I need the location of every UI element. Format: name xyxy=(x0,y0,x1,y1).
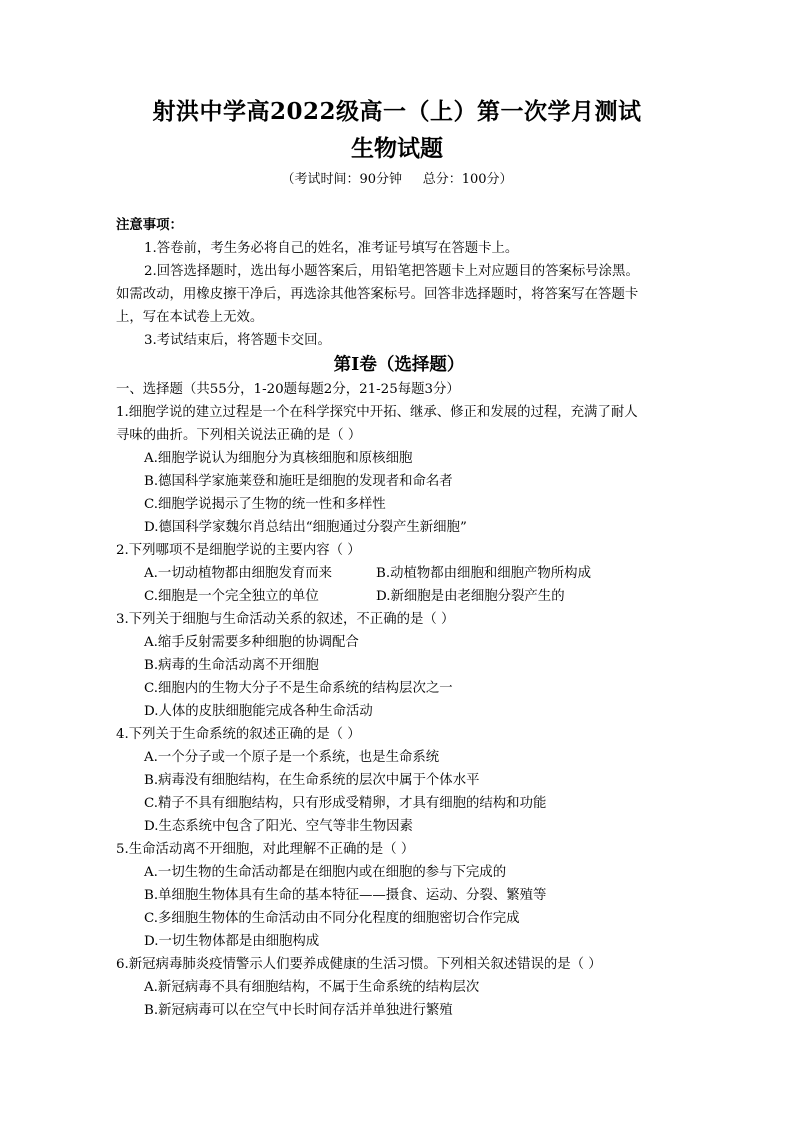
option-d: D.一切生物体都是由细胞构成 xyxy=(144,934,320,949)
option-a: A.缩手反射需要多种细胞的协调配合 xyxy=(144,635,359,650)
notice-item-2-line-3: 上，写在本试卷上无效。 xyxy=(116,310,264,325)
option-b: B.单细胞生物体具有生命的基本特征——摄食、运动、分裂、繁殖等 xyxy=(144,888,547,903)
question-1 xyxy=(116,401,682,539)
option-d: D.人体的皮肤细胞能完成各种生命活动 xyxy=(144,704,373,719)
option-c: C.细胞学说揭示了生物的统一性和多样性 xyxy=(144,497,386,512)
section-title: 第Ⅰ卷（选择题） xyxy=(333,355,465,375)
option-d: D.德国科学家魏尔肖总结出“细胞通过分裂产生新细胞” xyxy=(144,520,467,535)
notice-item-2-line-2: 如需改动，用橡皮擦干净后，再选涂其他答案标号。回答非选择题时，将答案写在答题卡 xyxy=(116,287,639,302)
notice-heading: 注意事项： xyxy=(116,217,183,233)
question-stem: 2.下列哪项不是细胞学说的主要内容（ ） xyxy=(116,543,361,558)
notice-item-1: 1.答卷前，考生务必将自己的姓名，准考证号填写在答题卡上。 xyxy=(144,241,519,256)
option-a: A.细胞学说认为细胞分为真核细胞和原核细胞 xyxy=(144,451,413,466)
question-stem: 3.下列关于细胞与生命活动关系的叙述，不正确的是（ ） xyxy=(116,612,455,627)
notice-item-3: 3.考试结束后，将答题卡交回。 xyxy=(144,333,331,348)
option-d: D.新细胞是由老细胞分裂产生的 xyxy=(376,589,565,604)
option-c: C.细胞是一个完全独立的单位 xyxy=(144,589,319,604)
option-c: C.精子不具有细胞结构，只有形成受精卵，才具有细胞的结构和功能 xyxy=(144,796,547,811)
exam-info: （考试时间：90分钟 总分：100分） xyxy=(281,172,513,187)
question-6 xyxy=(116,953,682,1022)
question-4 xyxy=(116,723,682,838)
option-row xyxy=(116,562,682,585)
option-row xyxy=(116,585,682,608)
question-stem: 5.生命活动离不开细胞，对此理解不正确的是（ ） xyxy=(116,842,415,857)
option-b: B.德国科学家施莱登和施旺是细胞的发现者和命名者 xyxy=(144,474,453,489)
exam-subtitle: 生物试题 xyxy=(351,135,443,162)
option-c: C.多细胞生物体的生命活动由不同分化程度的细胞密切合作完成 xyxy=(144,911,520,926)
option-d: D.生态系统中包含了阳光、空气等非生物因素 xyxy=(144,819,413,834)
question-stem: 6.新冠病毒肺炎疫情警示人们要养成健康的生活习惯。下列相关叙述错误的是（ ） xyxy=(116,957,602,972)
question-stem: 寻味的曲折。下列相关说法正确的是（ ） xyxy=(116,428,362,443)
option-b: B.病毒没有细胞结构，在生命系统的层次中属于个体水平 xyxy=(144,773,480,788)
option-a: A.一切生物的生命活动都是在细胞内或在细胞的参与下完成的 xyxy=(144,865,507,880)
option-b: B.动植物都由细胞和细胞产物所构成 xyxy=(376,566,591,581)
question-3 xyxy=(116,608,682,723)
question-stem: 4.下列关于生命系统的叙述正确的是（ ） xyxy=(116,727,361,742)
option-a: A.一切动植物都由细胞发育而来 xyxy=(144,566,333,581)
option-c: C.细胞内的生物大分子不是生命系统的结构层次之一 xyxy=(144,681,453,696)
option-b: B.新冠病毒可以在空气中长时间存活并单独进行繁殖 xyxy=(144,1003,453,1018)
section-description: 一、选择题（共55分，1-20题每题2分，21-25每题3分） xyxy=(116,382,460,397)
exam-title: 射洪中学高2022级高一（上）第一次学月测试 xyxy=(152,98,642,125)
option-a: A.一个分子或一个原子是一个系统，也是生命系统 xyxy=(144,750,440,765)
question-stem: 1.细胞学说的建立过程是一个在科学探究中开拓、继承、修正和发展的过程，充满了耐人 xyxy=(116,405,638,420)
notice-item-2-line-1: 2.回答选择题时，选出每小题答案后，用铅笔把答题卡上对应题目的答案标号涂黑。 xyxy=(144,264,639,279)
option-b: B.病毒的生命活动离不开细胞 xyxy=(144,658,319,673)
question-2 xyxy=(116,539,682,608)
option-a: A.新冠病毒不具有细胞结构，不属于生命系统的结构层次 xyxy=(144,980,480,995)
question-5 xyxy=(116,838,682,953)
exam-content xyxy=(116,214,682,1022)
